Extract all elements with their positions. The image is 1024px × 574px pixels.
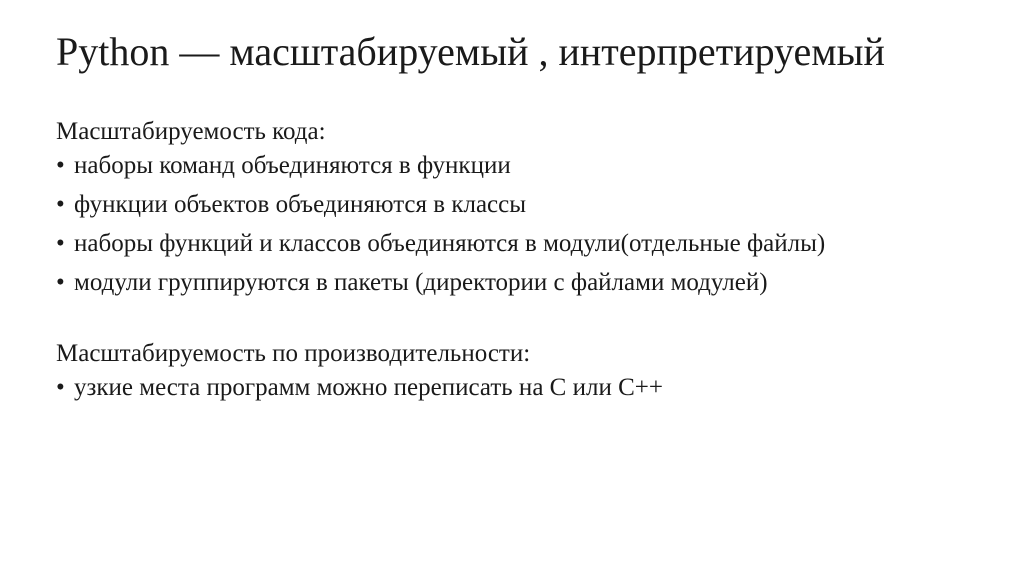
list-item xyxy=(56,268,956,298)
slide-content xyxy=(56,117,956,412)
list-item-text: узкие места программ можно переписать на С или С++ xyxy=(74,374,663,401)
list-item xyxy=(56,151,956,181)
bullet-icon: • xyxy=(56,152,65,179)
list-item xyxy=(56,190,956,220)
bullet-icon: • xyxy=(56,269,65,296)
bullet-list-performance-scalability xyxy=(56,373,956,403)
bullet-icon: • xyxy=(56,374,65,401)
section-heading-code-scalability: Масштабируемость кода: xyxy=(56,118,326,145)
list-item xyxy=(56,373,956,403)
bullet-icon: • xyxy=(56,230,65,257)
section-spacer xyxy=(56,307,956,339)
slide-title: Python — масштабируемый , интерпретируемый xyxy=(56,29,885,74)
list-item-text: функции объектов объединяются в классы xyxy=(74,191,527,218)
section-heading-performance-scalability: Масштабируемость по производительности: xyxy=(56,340,531,367)
list-item-text: наборы команд объединяются в функции xyxy=(74,152,511,179)
list-item-text: наборы функций и классов объединяются в модули(отдельные файлы) xyxy=(74,230,826,257)
list-item xyxy=(56,229,956,259)
bullet-icon: • xyxy=(56,191,65,218)
bullet-list-code-scalability xyxy=(56,151,956,298)
list-item-text: модули группируются в пакеты (директории с файлами модулей) xyxy=(74,269,768,296)
